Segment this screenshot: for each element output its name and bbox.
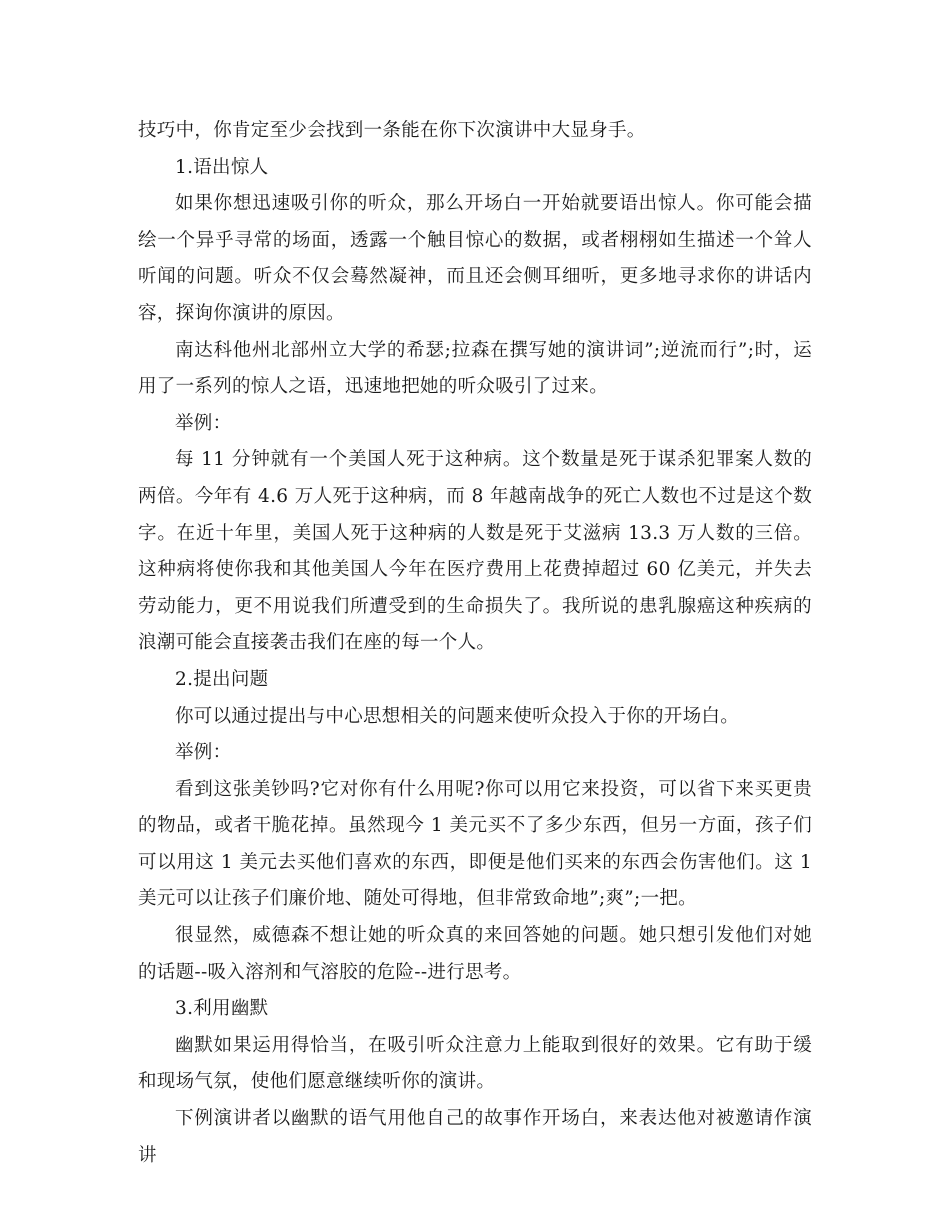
paragraph-widerson: 很显然，威德森不想让她的听众真的来回答她的问题。她只想引发他们对她的话题--吸入溶剂和气溶胶的危险--进行思考。 xyxy=(138,925,812,983)
document-page xyxy=(138,113,812,1174)
paragraph-questions: 你可以通过提出与中心思想相关的问题来使听众投入于你的开场白。 xyxy=(175,705,740,727)
section-heading-1: 1.语出惊人 xyxy=(175,156,269,178)
paragraph-surprise: 如果你想迅速吸引你的听众，那么开场白一开始就要语出惊人。你可能会描绘一个异乎寻常的场面，透露一个触目惊心的数据，或者栩栩如生描述一个耸人听闻的问题。听众不仅会蓦然凝神，而且还会侧耳细听，更多地寻求你的讲话内容，探询你演讲的原因。 xyxy=(138,193,812,324)
paragraph-example-1: 每 11 分钟就有一个美国人死于这种病。这个数量是死于谋杀犯罪案人数的两倍。今年有 4.6 万人死于这种病，而 8 年越南战争的死亡人数也不过是这个数字。在近十年里，美国人死于这种病的人数是死于艾滋病 13.3 万人数的三倍。这种病将使你我和其他美国人今年在医疗费用上花费掉超过 60 亿美元，并失去劳动能力，更不用说我们所遭受到的生命损失了。我所说的患乳腺癌这种疾病的浪潮可能会直接袭击我们在座的每一个人。 xyxy=(138,449,812,654)
paragraph-humor: 幽默如果运用得恰当，在吸引听众注意力上能取到很好的效果。它有助于缓和现场气氛，使他们愿意继续听你的演讲。 xyxy=(138,1034,812,1093)
paragraph-example-2: 看到这张美钞吗?它对你有什么用呢?你可以用它来投资，可以省下来买更贵的物品，或者干脆花掉。虽然现今 1 美元买不了多少东西，但另一方面，孩子们可以用这 1 美元去买他们喜欢的东西，即便是他们买来的东西会伤害他们。这 1 美元可以让孩子们廉价地、随处可得地，但非常致命地”;爽”;一把。 xyxy=(138,778,812,910)
example-label-2: 举例： xyxy=(175,742,232,764)
paragraph-humor-example-intro: 下例演讲者以幽默的语气用他自己的故事作开场白，来表达他对被邀请作演讲 xyxy=(138,1108,812,1166)
paragraph-intro-continuation: 技巧中，你肯定至少会找到一条能在你下次演讲中大显身手。 xyxy=(138,120,646,141)
section-heading-3: 3.利用幽默 xyxy=(175,998,269,1020)
paragraph-larsen: 南达科他州北部州立大学的希瑟;拉森在撰写她的演讲词”;逆流而行”;时，运用了一系列的惊人之语，迅速地把她的听众吸引了过来。 xyxy=(138,339,812,398)
example-label-1: 举例： xyxy=(175,412,232,434)
section-heading-2: 2.提出问题 xyxy=(175,668,269,690)
